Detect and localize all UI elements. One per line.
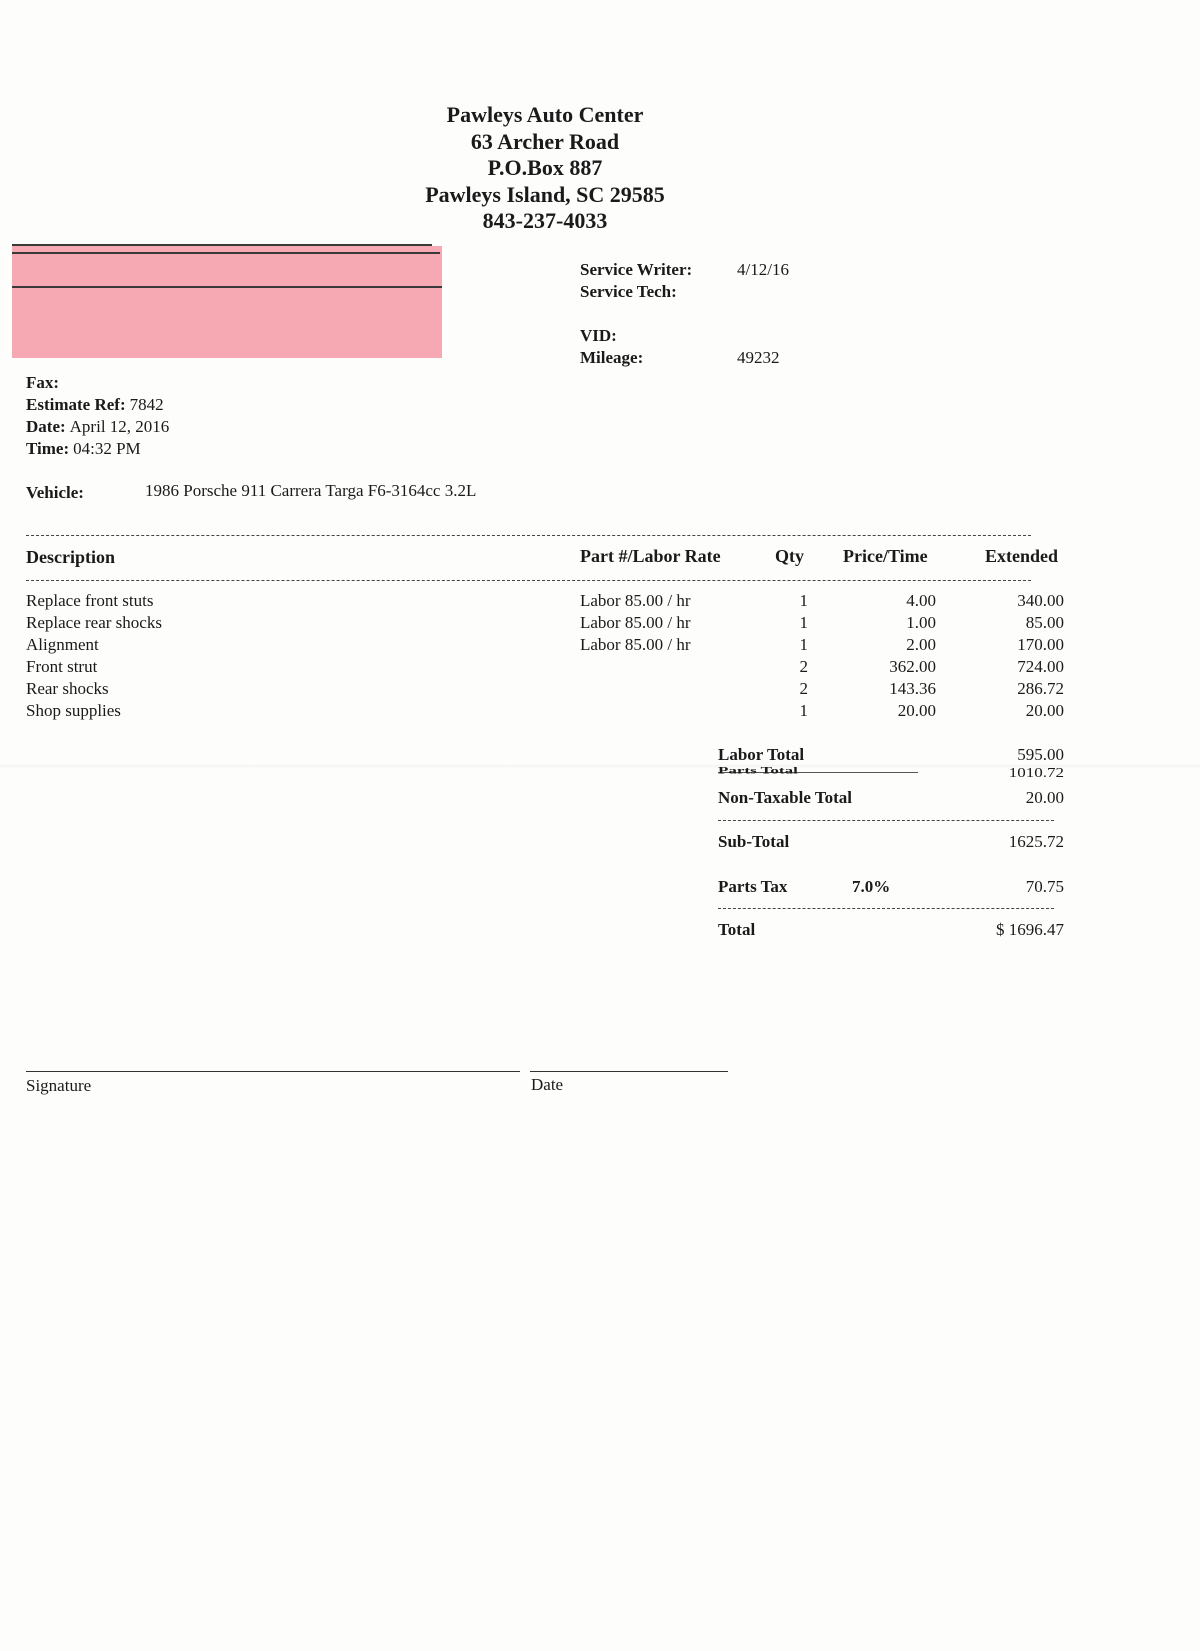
- col-description-header: Description: [26, 547, 115, 567]
- subtotal-label: Sub-Total: [718, 832, 790, 851]
- cell-price: 20.00: [897, 701, 936, 720]
- date-value: April 12, 2016: [69, 417, 170, 436]
- total-rule: [718, 908, 1054, 909]
- cell-qty: 2: [799, 657, 808, 676]
- cell-qty: 1: [799, 591, 808, 610]
- cell-extended: 20.00: [1025, 701, 1064, 720]
- redacted-customer-block: [12, 246, 442, 358]
- col-extended-header: Extended: [985, 546, 1059, 566]
- shop-phone: 843-237-4033: [482, 208, 608, 233]
- cell-extended: 724.00: [1017, 657, 1064, 676]
- cell-qty: 1: [799, 701, 808, 720]
- table-header-rule: [26, 580, 1031, 581]
- shop-city: Pawleys Island, SC 29585: [425, 181, 665, 207]
- shop-street: 63 Archer Road: [470, 128, 620, 154]
- cell-part: Labor 85.00 / hr: [580, 635, 691, 654]
- vehicle-value: 1986 Porsche 911 Carrera Targa F6-3164cc 3.2L: [145, 481, 477, 500]
- col-price-header: Price/Time: [843, 546, 928, 566]
- parts-tax-value: 70.75: [1025, 877, 1064, 896]
- date-line-label: Date: [531, 1075, 564, 1094]
- time-label: Time:: [26, 439, 70, 458]
- service-writer-value: 4/12/16: [737, 260, 789, 279]
- estimate-ref: [26, 395, 164, 415]
- non-taxable-value: 20.00: [1025, 788, 1064, 807]
- cell-description: Rear shocks: [26, 679, 109, 698]
- parts-total-value: 1010.72: [1008, 765, 1064, 781]
- total-label: Total: [718, 920, 756, 939]
- parts-total-label: Parts Total: [718, 765, 798, 776]
- cell-price: 4.00: [906, 591, 936, 610]
- cell-part: Labor 85.00 / hr: [580, 613, 691, 632]
- estimate-ref-label: Estimate Ref:: [26, 395, 126, 414]
- shop-header: [380, 102, 710, 235]
- estimate-date: [26, 417, 169, 437]
- subtotal-rule: [718, 820, 1054, 821]
- cell-description: Alignment: [26, 635, 99, 654]
- signature-label: Signature: [26, 1076, 92, 1095]
- service-tech-label: Service Tech:: [580, 282, 677, 301]
- cell-extended: 170.00: [1017, 635, 1064, 654]
- mileage-label: Mileage:: [580, 348, 644, 367]
- date-line: [530, 1071, 728, 1072]
- vid-label: VID:: [580, 326, 617, 345]
- cell-description: Replace rear shocks: [26, 613, 162, 632]
- parts-tax-rate: 7.0%: [852, 877, 891, 896]
- cell-description: Front strut: [26, 657, 98, 676]
- subtotal-value: 1625.72: [1008, 832, 1064, 851]
- fax-label: Fax:: [26, 373, 60, 392]
- service-writer-label: Service Writer:: [580, 260, 693, 279]
- cell-price: 143.36: [889, 679, 936, 698]
- non-taxable-label: Non-Taxable Total: [718, 788, 852, 807]
- cell-qty: 2: [799, 679, 808, 698]
- total-value: $ 1696.47: [996, 920, 1064, 939]
- cell-price: 2.00: [906, 635, 936, 654]
- date-label: Date:: [26, 417, 66, 436]
- estimate-time: [26, 439, 141, 459]
- cell-extended: 85.00: [1025, 613, 1064, 632]
- vehicle-label: Vehicle:: [26, 483, 84, 502]
- cell-part: Labor 85.00 / hr: [580, 591, 691, 610]
- parts-tax-label: Parts Tax: [718, 877, 788, 896]
- cell-extended: 286.72: [1017, 679, 1064, 698]
- cell-qty: 1: [799, 635, 808, 654]
- shop-po-box: P.O.Box 887: [487, 155, 603, 180]
- shop-name: Pawleys Auto Center: [446, 102, 644, 127]
- cell-extended: 340.00: [1017, 591, 1064, 610]
- col-qty-header: Qty: [775, 546, 804, 566]
- cell-qty: 1: [799, 613, 808, 632]
- table-top-rule: [26, 535, 1031, 536]
- cell-description: Replace front stuts: [26, 591, 154, 610]
- col-part-header: Part #/Labor Rate: [580, 546, 721, 566]
- cell-price: 1.00: [906, 613, 936, 632]
- signature-line: [26, 1071, 520, 1072]
- cell-description: Shop supplies: [26, 701, 121, 720]
- time-value: 04:32 PM: [73, 439, 141, 458]
- labor-total-label: Labor Total: [718, 745, 805, 764]
- estimate-ref-value: 7842: [129, 395, 164, 414]
- labor-total-value: 595.00: [1017, 745, 1064, 764]
- cell-price: 362.00: [889, 657, 936, 676]
- mileage-value: 49232: [737, 348, 780, 367]
